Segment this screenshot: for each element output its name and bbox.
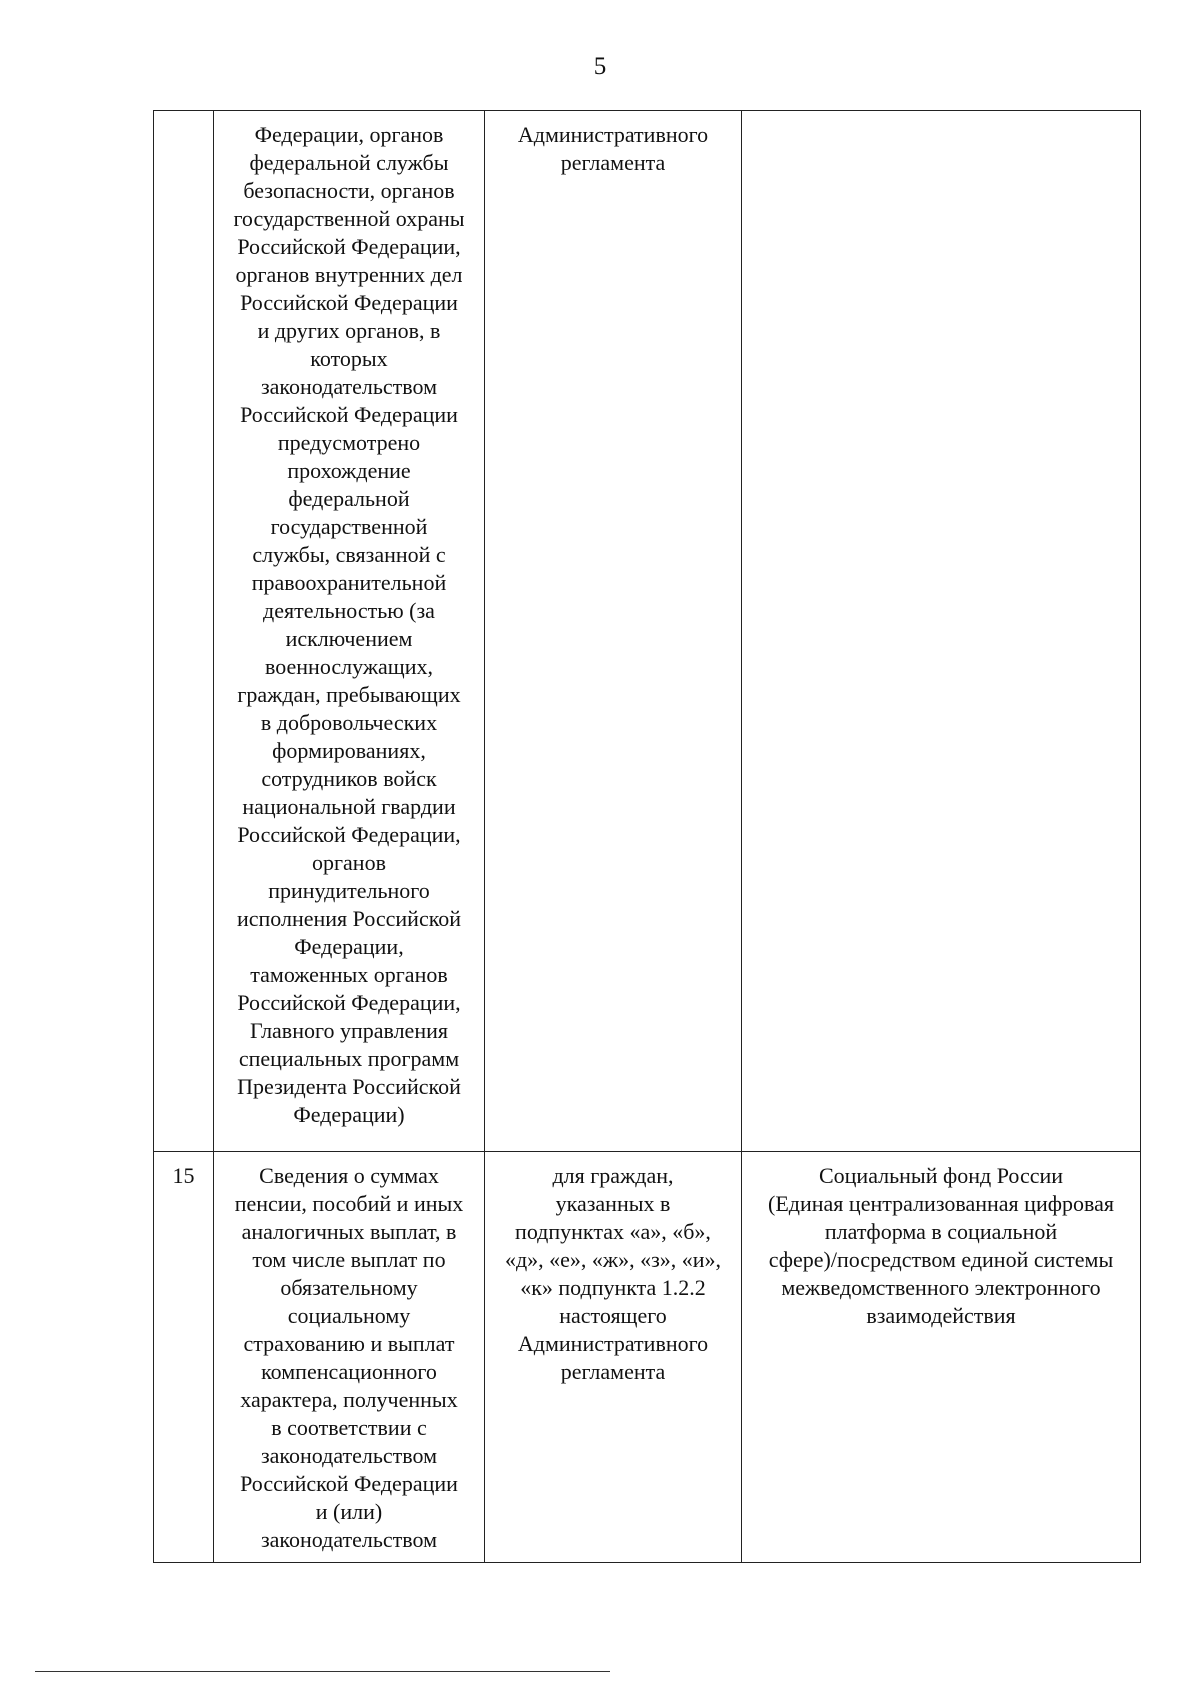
table-row: [154, 111, 1141, 1152]
info-cell: Сведения о суммах пенсии, пособий и иных аналогичных выплат, в том числе выплат по обязательному социальному страхованию и выплат компенсационного характера, полученных в соответствии с законодательством Российской Федерации и (или) законодательством: [214, 1152, 485, 1563]
source-cell: Социальный фонд России (Единая централизованная цифровая платформа в социальной сфере)/посредством единой системы межведомственного электронного взаимодействия: [742, 1152, 1141, 1563]
source-cell: [742, 111, 1141, 1152]
applicants-cell: для граждан, указанных в подпунктах «а», «б», «д», «е», «ж», «з», «и», «к» подпункта 1.2.2 настоящего Административного регламента: [485, 1152, 742, 1563]
page-divider: [35, 1671, 610, 1672]
info-cell: Федерации, органов федеральной службы безопасности, органов государственной охраны Российской Федерации, органов внутренних дел Российской Федерации и других органов, в которых законодательством Российской Федерации предусмотрено прохождение федеральной государственной службы, связанной с правоохранительной деятельностью (за исключением военнослужащих, граждан, пребывающих в добровольческих формированиях, сотрудников войск национальной гвардии Российской Федерации, органов принудительного исполнения Российской Федерации, таможенных органов Российской Федерации, Главного управления специальных программ Президента Российской Федерации): [214, 111, 485, 1152]
table-row: [154, 1152, 1141, 1563]
applicants-cell: Административного регламента: [485, 111, 742, 1152]
page-number: 5: [593, 53, 607, 80]
row-number-cell: [154, 111, 214, 1152]
requirements-table: [153, 110, 1141, 1563]
row-number-cell: 15: [154, 1152, 214, 1563]
